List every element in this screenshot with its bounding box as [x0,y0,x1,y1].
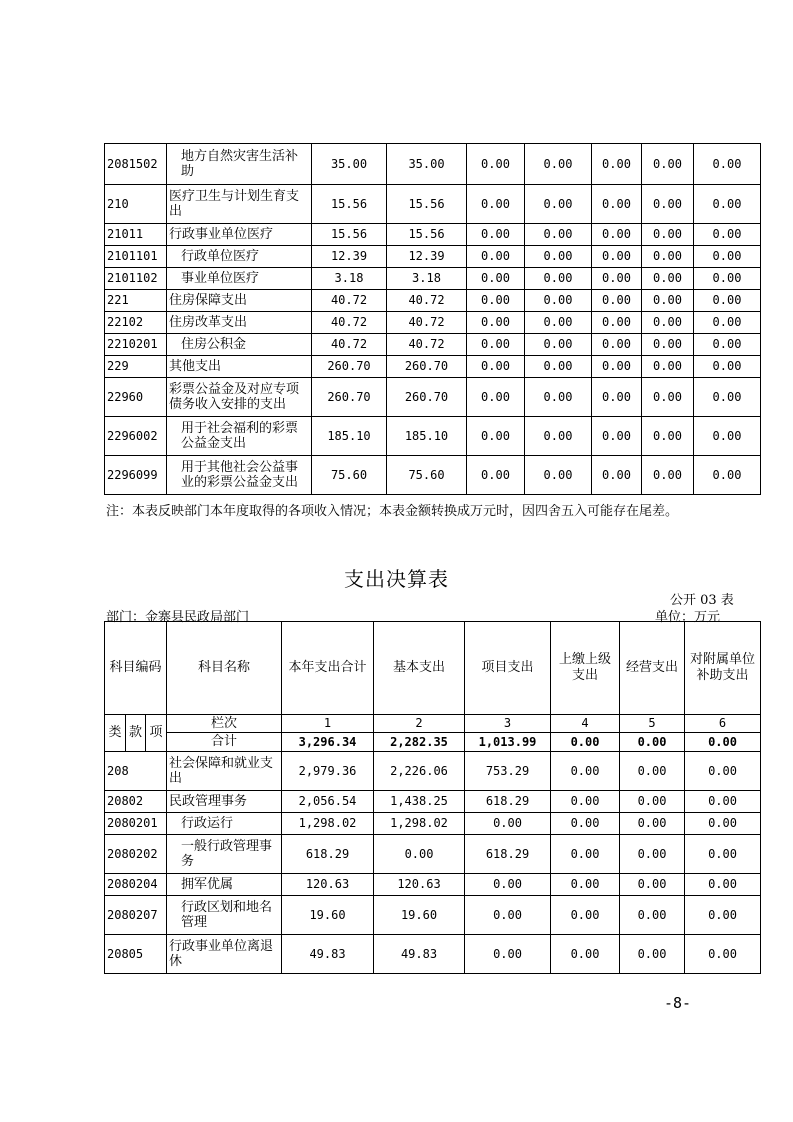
subject-name: 事业单位医疗 [167,268,312,290]
amount-cell: 0.00 [642,334,694,356]
table-row [105,813,761,835]
amount-cell: 75.60 [312,456,387,495]
amount-cell: 40.72 [312,312,387,334]
subject-name: 住房保障支出 [167,290,312,312]
subject-code: 221 [105,290,167,312]
col-number: 1 [282,715,374,733]
amount-cell: 0.00 [694,312,761,334]
amount-cell: 0.00 [685,935,761,974]
col-number: 5 [620,715,685,733]
subject-code: 2210201 [105,334,167,356]
table-row [105,144,761,185]
header-kuan: 款 [126,715,146,752]
table-row [105,356,761,378]
total-value: 0.00 [620,733,685,752]
amount-cell: 0.00 [694,224,761,246]
amount-cell: 0.00 [467,246,525,268]
amount-cell: 0.00 [467,144,525,185]
amount-cell: 0.00 [642,456,694,495]
amount-cell: 260.70 [312,378,387,417]
amount-cell: 2,979.36 [282,752,374,791]
amount-cell: 0.00 [551,935,620,974]
amount-cell: 12.39 [387,246,467,268]
amount-cell: 0.00 [592,312,642,334]
amount-cell: 1,438.25 [374,791,465,813]
expenditure-table [104,621,761,974]
subject-name: 其他支出 [167,356,312,378]
amount-cell: 0.00 [592,246,642,268]
subject-code: 22102 [105,312,167,334]
total-value: 0.00 [551,733,620,752]
amount-cell: 35.00 [387,144,467,185]
amount-cell: 1,298.02 [374,813,465,835]
amount-cell: 0.00 [525,312,592,334]
amount-cell: 0.00 [525,290,592,312]
amount-cell: 0.00 [551,752,620,791]
amount-cell: 0.00 [685,896,761,935]
subject-name: 地方自然灾害生活补助 [167,144,312,185]
subject-code: 2296002 [105,417,167,456]
table-row [105,874,761,896]
subject-name: 用于其他社会公益事业的彩票公益金支出 [167,456,312,495]
amount-cell: 0.00 [642,312,694,334]
amount-cell: 0.00 [620,896,685,935]
amount-cell: 0.00 [642,246,694,268]
subject-code: 2296099 [105,456,167,495]
amount-cell: 753.29 [465,752,551,791]
total-value: 0.00 [685,733,761,752]
amount-cell: 0.00 [467,268,525,290]
header-row [105,622,761,715]
amount-cell: 0.00 [551,791,620,813]
subject-code: 20805 [105,935,167,974]
amount-cell: 0.00 [467,334,525,356]
amount-cell: 19.60 [282,896,374,935]
amount-cell: 0.00 [642,417,694,456]
amount-cell: 0.00 [592,417,642,456]
subject-code: 2080202 [105,835,167,874]
amount-cell: 0.00 [551,896,620,935]
subject-name: 行政区划和地名管理 [167,896,282,935]
amount-cell: 0.00 [525,144,592,185]
amount-cell: 0.00 [620,791,685,813]
amount-cell: 0.00 [467,356,525,378]
amount-cell: 0.00 [685,813,761,835]
col-number: 4 [551,715,620,733]
total-row [105,733,761,752]
amount-cell: 0.00 [694,356,761,378]
amount-cell: 0.00 [465,874,551,896]
table-row [105,752,761,791]
amount-cell: 0.00 [642,356,694,378]
subject-code: 2080207 [105,896,167,935]
amount-cell: 0.00 [592,334,642,356]
unit-label: 单位：万元 [655,610,721,625]
header-col-5: 经营支出 [620,622,685,715]
header-col-6: 对附属单位补助支出 [685,622,761,715]
col-number: 2 [374,715,465,733]
amount-cell: 49.83 [374,935,465,974]
amount-cell: 0.00 [374,835,465,874]
amount-cell: 0.00 [620,835,685,874]
amount-cell: 185.10 [312,417,387,456]
amount-cell: 0.00 [592,456,642,495]
header-col-4: 上缴上级支出 [551,622,620,715]
amount-cell: 0.00 [620,813,685,835]
amount-cell: 0.00 [694,378,761,417]
amount-cell: 0.00 [551,835,620,874]
amount-cell: 0.00 [592,290,642,312]
col-number: 3 [465,715,551,733]
amount-cell: 19.60 [374,896,465,935]
amount-cell: 12.39 [312,246,387,268]
amount-cell: 0.00 [685,835,761,874]
amount-cell: 0.00 [467,290,525,312]
subject-code: 2101101 [105,246,167,268]
amount-cell: 0.00 [592,224,642,246]
amount-cell: 0.00 [467,378,525,417]
amount-cell: 185.10 [387,417,467,456]
table-row [105,312,761,334]
subject-name: 一般行政管理事务 [167,835,282,874]
header-col-2: 基本支出 [374,622,465,715]
amount-cell: 618.29 [465,835,551,874]
amount-cell: 0.00 [467,185,525,224]
table-row [105,185,761,224]
subject-name: 社会保障和就业支出 [167,752,282,791]
form-number: 公开 03 表 [670,593,734,608]
amount-cell: 40.72 [387,312,467,334]
amount-cell: 0.00 [694,144,761,185]
amount-cell: 0.00 [525,334,592,356]
subject-name: 用于社会福利的彩票公益金支出 [167,417,312,456]
amount-cell: 0.00 [620,752,685,791]
amount-cell: 0.00 [592,268,642,290]
total-value: 2,282.35 [374,733,465,752]
table-row [105,268,761,290]
amount-cell: 40.72 [387,290,467,312]
amount-cell: 0.00 [592,378,642,417]
amount-cell: 260.70 [387,356,467,378]
subject-name: 住房改革支出 [167,312,312,334]
amount-cell: 0.00 [465,935,551,974]
subject-code: 2080201 [105,813,167,835]
amount-cell: 0.00 [620,935,685,974]
amount-cell: 49.83 [282,935,374,974]
amount-cell: 0.00 [525,185,592,224]
table-row [105,378,761,417]
col-number: 6 [685,715,761,733]
subject-name: 医疗卫生与计划生育支出 [167,185,312,224]
amount-cell: 618.29 [465,791,551,813]
table-row [105,791,761,813]
amount-cell: 0.00 [694,417,761,456]
table-row [105,290,761,312]
amount-cell: 0.00 [694,334,761,356]
amount-cell: 0.00 [685,791,761,813]
amount-cell: 0.00 [642,378,694,417]
subject-code: 2101102 [105,268,167,290]
subject-name: 拥军优属 [167,874,282,896]
subject-name: 住房公积金 [167,334,312,356]
subject-code: 2081502 [105,144,167,185]
page-title: 支出决算表 [344,567,449,591]
income-table-continued [104,143,761,495]
header-lei: 类 [105,715,126,752]
subject-code: 21011 [105,224,167,246]
amount-cell: 0.00 [525,356,592,378]
subject-code: 22960 [105,378,167,417]
amount-cell: 0.00 [467,417,525,456]
amount-cell: 0.00 [642,144,694,185]
amount-cell: 40.72 [387,334,467,356]
subject-name: 行政运行 [167,813,282,835]
amount-cell: 15.56 [312,185,387,224]
amount-cell: 0.00 [694,185,761,224]
amount-cell: 2,226.06 [374,752,465,791]
amount-cell: 120.63 [282,874,374,896]
table-row [105,935,761,974]
amount-cell: 0.00 [467,224,525,246]
amount-cell: 0.00 [525,378,592,417]
amount-cell: 0.00 [525,224,592,246]
table-row [105,896,761,935]
amount-cell: 75.60 [387,456,467,495]
table-row [105,835,761,874]
subject-name: 行政事业单位离退休 [167,935,282,974]
table-row [105,224,761,246]
amount-cell: 3.18 [387,268,467,290]
amount-cell: 0.00 [465,813,551,835]
header-name: 科目名称 [167,622,282,715]
amount-cell: 0.00 [525,417,592,456]
total-value: 1,013.99 [465,733,551,752]
subject-code: 2080204 [105,874,167,896]
amount-cell: 0.00 [642,268,694,290]
total-value: 3,296.34 [282,733,374,752]
subject-code: 208 [105,752,167,791]
amount-cell: 0.00 [642,185,694,224]
amount-cell: 0.00 [467,456,525,495]
page-number: -8- [664,994,692,1012]
amount-cell: 3.18 [312,268,387,290]
subject-code: 229 [105,356,167,378]
amount-cell: 0.00 [525,246,592,268]
amount-cell: 0.00 [592,185,642,224]
amount-cell: 260.70 [312,356,387,378]
subject-name: 行政事业单位医疗 [167,224,312,246]
amount-cell: 0.00 [694,456,761,495]
amount-cell: 0.00 [467,312,525,334]
amount-cell: 0.00 [592,356,642,378]
amount-cell: 0.00 [694,268,761,290]
amount-cell: 0.00 [685,874,761,896]
amount-cell: 260.70 [387,378,467,417]
header-code: 科目编码 [105,622,167,715]
amount-cell: 0.00 [592,144,642,185]
subject-code: 210 [105,185,167,224]
table-row [105,334,761,356]
amount-cell: 0.00 [685,752,761,791]
amount-cell: 40.72 [312,334,387,356]
total-label: 合计 [167,733,282,752]
subject-name: 行政单位医疗 [167,246,312,268]
header-xiang: 项 [146,715,167,752]
department-label: 部门：金寨县民政局部门 [106,610,250,625]
amount-cell: 0.00 [642,224,694,246]
table-row [105,456,761,495]
amount-cell: 120.63 [374,874,465,896]
amount-cell: 0.00 [525,456,592,495]
amount-cell: 0.00 [551,813,620,835]
amount-cell: 40.72 [312,290,387,312]
amount-cell: 0.00 [694,290,761,312]
amount-cell: 1,298.02 [282,813,374,835]
table-row [105,417,761,456]
table-note: 注：本表反映部门本年度取得的各项收入情况；本表金额转换成万元时，因四舍五入可能存在尾差。 [106,504,679,519]
amount-cell: 0.00 [694,246,761,268]
subject-name: 彩票公益金及对应专项债务收入安排的支出 [167,378,312,417]
amount-cell: 2,056.54 [282,791,374,813]
amount-cell: 0.00 [551,874,620,896]
lanci-label: 栏次 [167,715,282,733]
amount-cell: 35.00 [312,144,387,185]
amount-cell: 15.56 [387,224,467,246]
amount-cell: 618.29 [282,835,374,874]
amount-cell: 15.56 [312,224,387,246]
header-col-3: 项目支出 [465,622,551,715]
lanci-row [105,715,761,733]
amount-cell: 0.00 [642,290,694,312]
amount-cell: 0.00 [620,874,685,896]
amount-cell: 15.56 [387,185,467,224]
table-row [105,246,761,268]
subject-name: 民政管理事务 [167,791,282,813]
subject-code: 20802 [105,791,167,813]
header-col-1: 本年支出合计 [282,622,374,715]
amount-cell: 0.00 [465,896,551,935]
amount-cell: 0.00 [525,268,592,290]
